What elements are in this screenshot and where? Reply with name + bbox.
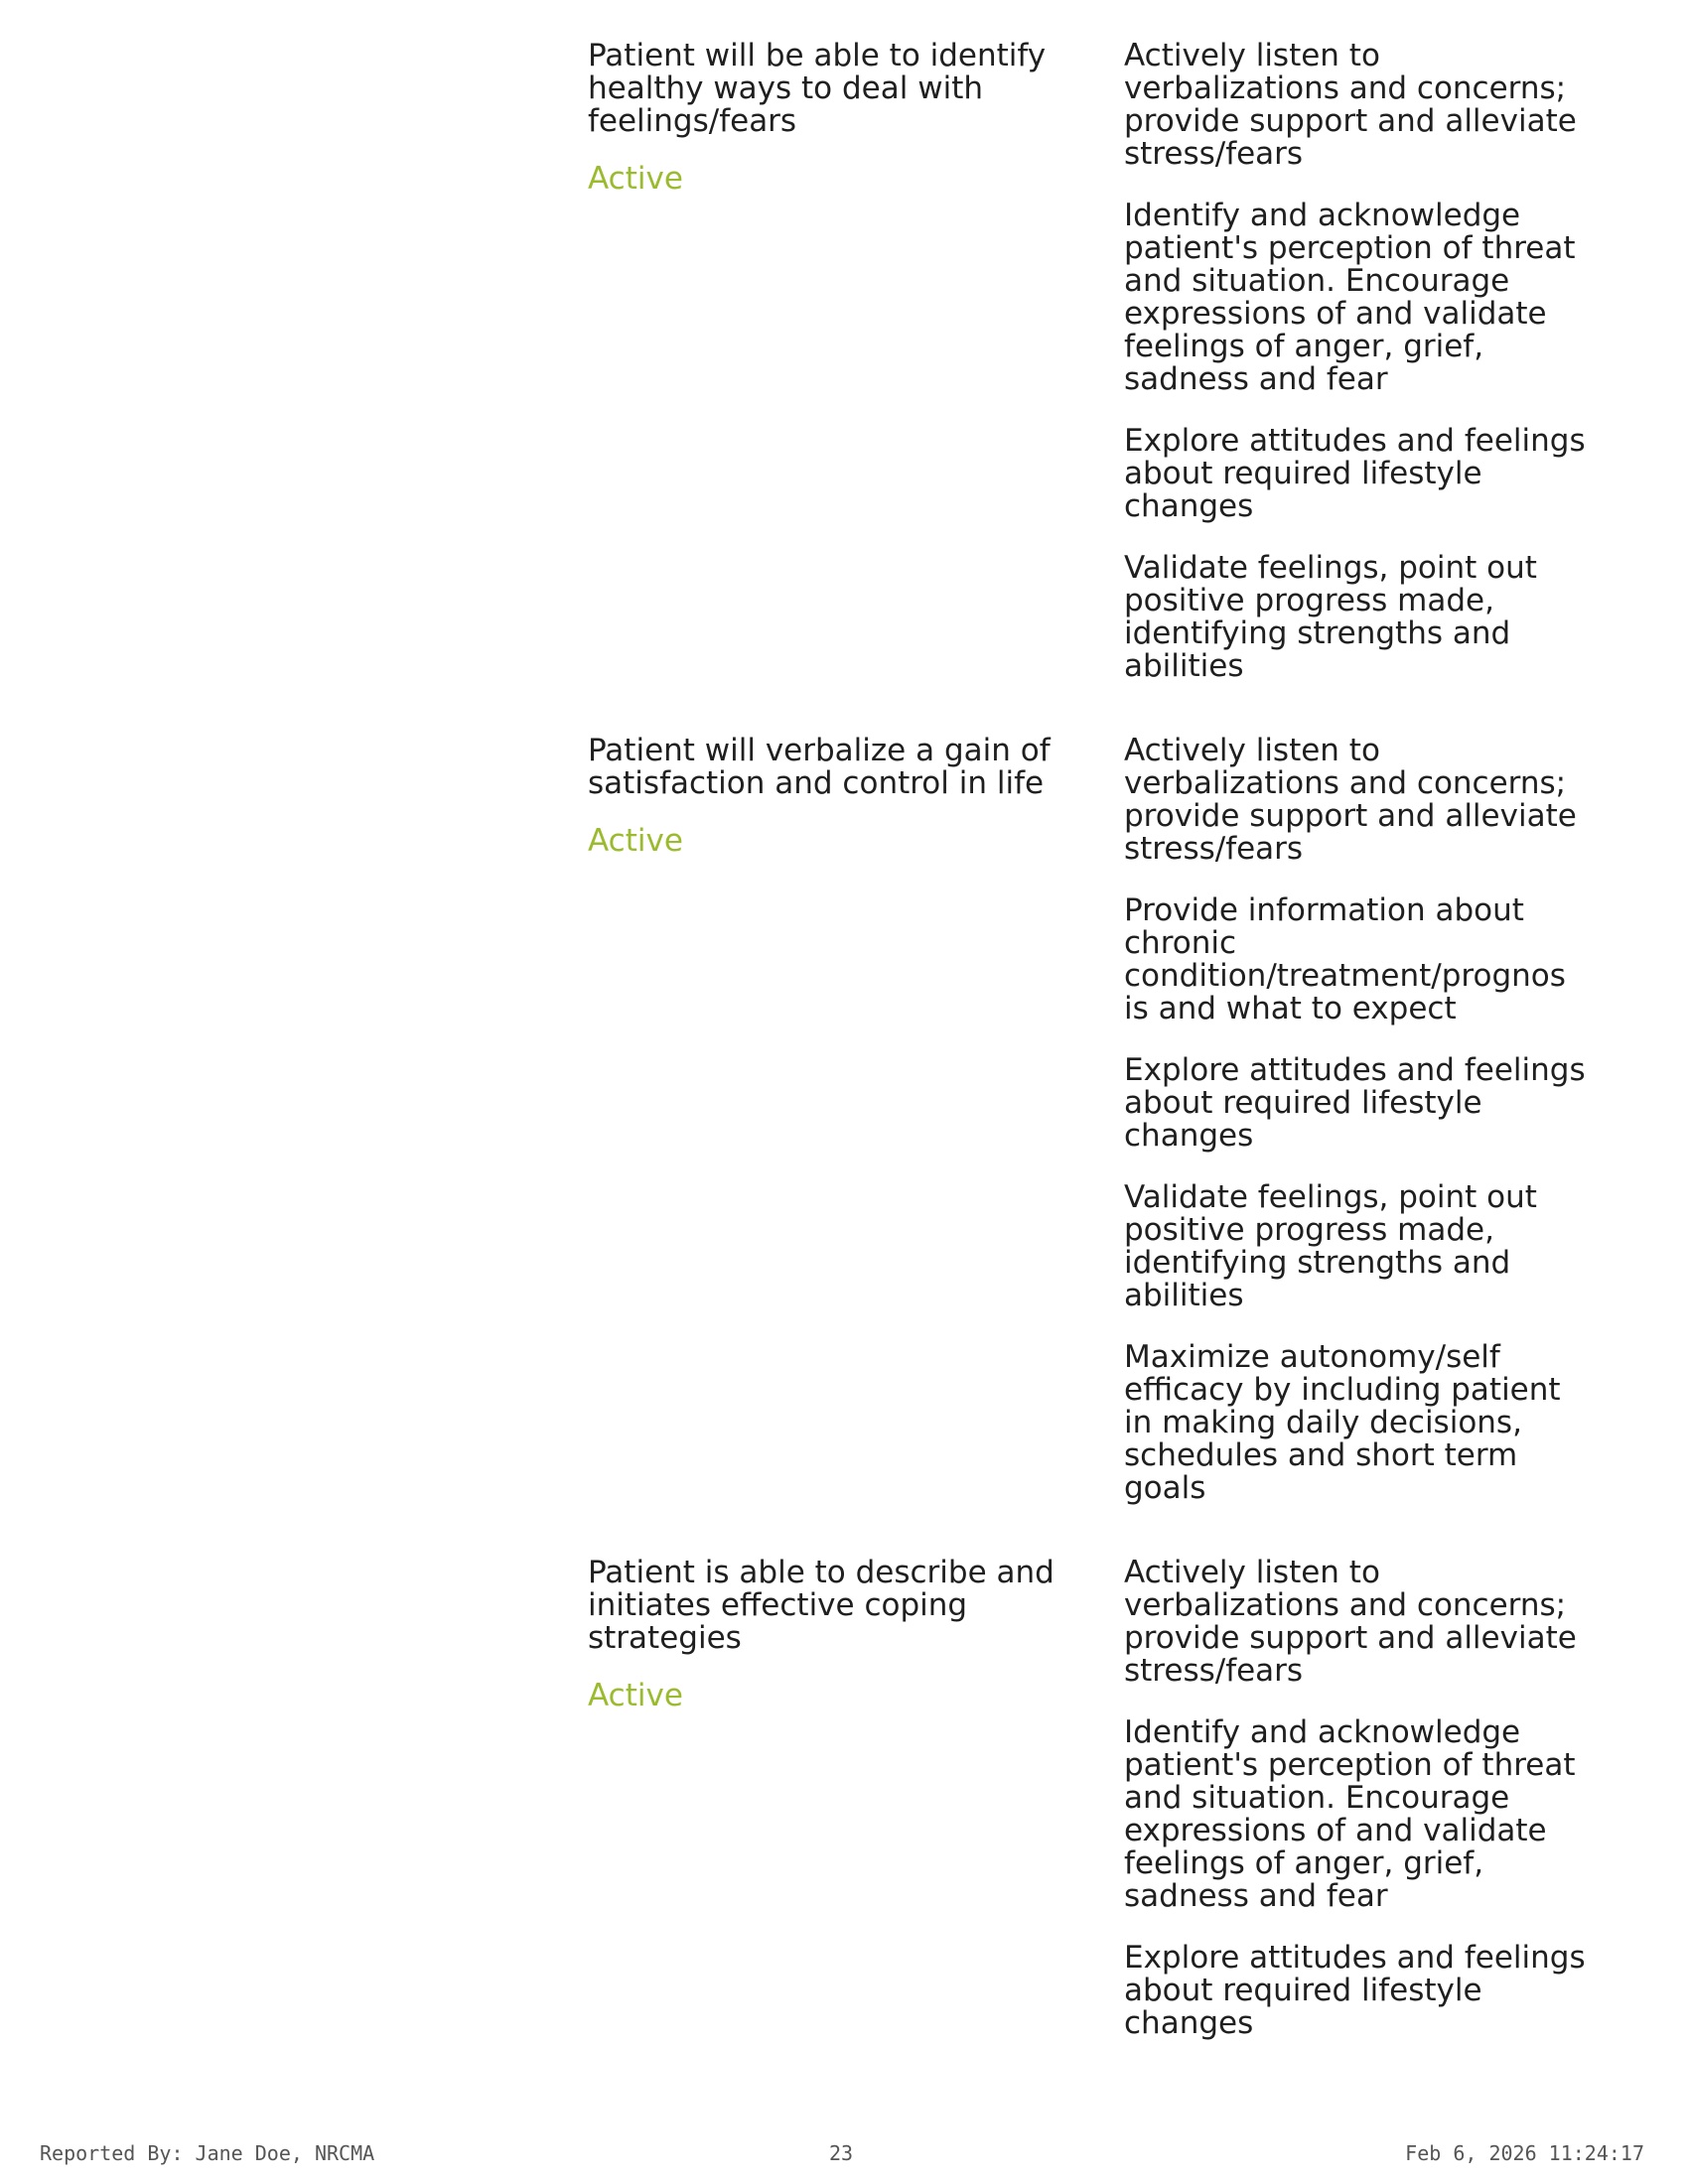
- intervention-item: Validate feelings, point out positive progress made, identifying strengths and abilities: [1124, 550, 1537, 684]
- interventions-column: [1124, 1557, 1640, 2040]
- intervention-item: Identify and acknowledge patient's perception of threat and situation. Encourage expressions of and validate feelings of anger, grief, sadness and fear: [1124, 198, 1576, 397]
- reported-by: Reported By: Jane Doe, NRCMA: [40, 2141, 375, 2165]
- intervention-item: Actively listen to verbalizations and concerns; provide support and alleviate stress/fears: [1124, 733, 1577, 867]
- goal-row: [588, 40, 1640, 683]
- intervention-item: Explore attitudes and feelings about required lifestyle changes: [1124, 423, 1586, 524]
- interventions-column: [1124, 735, 1640, 1505]
- intervention-item: Validate feelings, point out positive progress made, identifying strengths and abilities: [1124, 1179, 1537, 1313]
- intervention-item: Provide information about chronic condition/treatment/prognos is and what to expect: [1124, 892, 1566, 1026]
- goal-column: [588, 1557, 1124, 1712]
- intervention-item: Explore attitudes and feelings about required lifestyle changes: [1124, 1052, 1586, 1154]
- goal-text: Patient will verbalize a gain of satisfaction and control in life: [588, 733, 1051, 801]
- page-footer: [0, 2138, 1688, 2168]
- goal-column: [588, 735, 1124, 858]
- intervention-item: Identify and acknowledge patient's perception of threat and situation. Encourage expressions of and validate feelings of anger, grief, sadness and fear: [1124, 1714, 1576, 1914]
- interventions-column: [1124, 40, 1640, 683]
- intervention-item: Actively listen to verbalizations and concerns; provide support and alleviate stress/fears: [1124, 38, 1577, 172]
- care-plan-goals: [588, 40, 1640, 2040]
- goal-text: Patient is able to describe and initiates effective coping strategies: [588, 1555, 1055, 1656]
- goal-status: Active: [588, 161, 683, 197]
- goal-status: Active: [588, 823, 683, 859]
- goal-row: [588, 735, 1640, 1505]
- report-timestamp: Feb 6, 2026 11:24:17: [1405, 2141, 1644, 2165]
- goal-row: [588, 1557, 1640, 2040]
- goal-column: [588, 40, 1124, 196]
- intervention-item: Explore attitudes and feelings about required lifestyle changes: [1124, 1940, 1586, 2041]
- page-number: 23: [829, 2141, 854, 2165]
- intervention-item: Actively listen to verbalizations and concerns; provide support and alleviate stress/fears: [1124, 1555, 1577, 1689]
- goal-status: Active: [588, 1678, 683, 1713]
- intervention-item: Maximize autonomy/self efficacy by including patient in making daily decisions, schedules and short term goals: [1124, 1339, 1561, 1506]
- goal-text: Patient will be able to identify healthy ways to deal with feelings/fears: [588, 38, 1047, 139]
